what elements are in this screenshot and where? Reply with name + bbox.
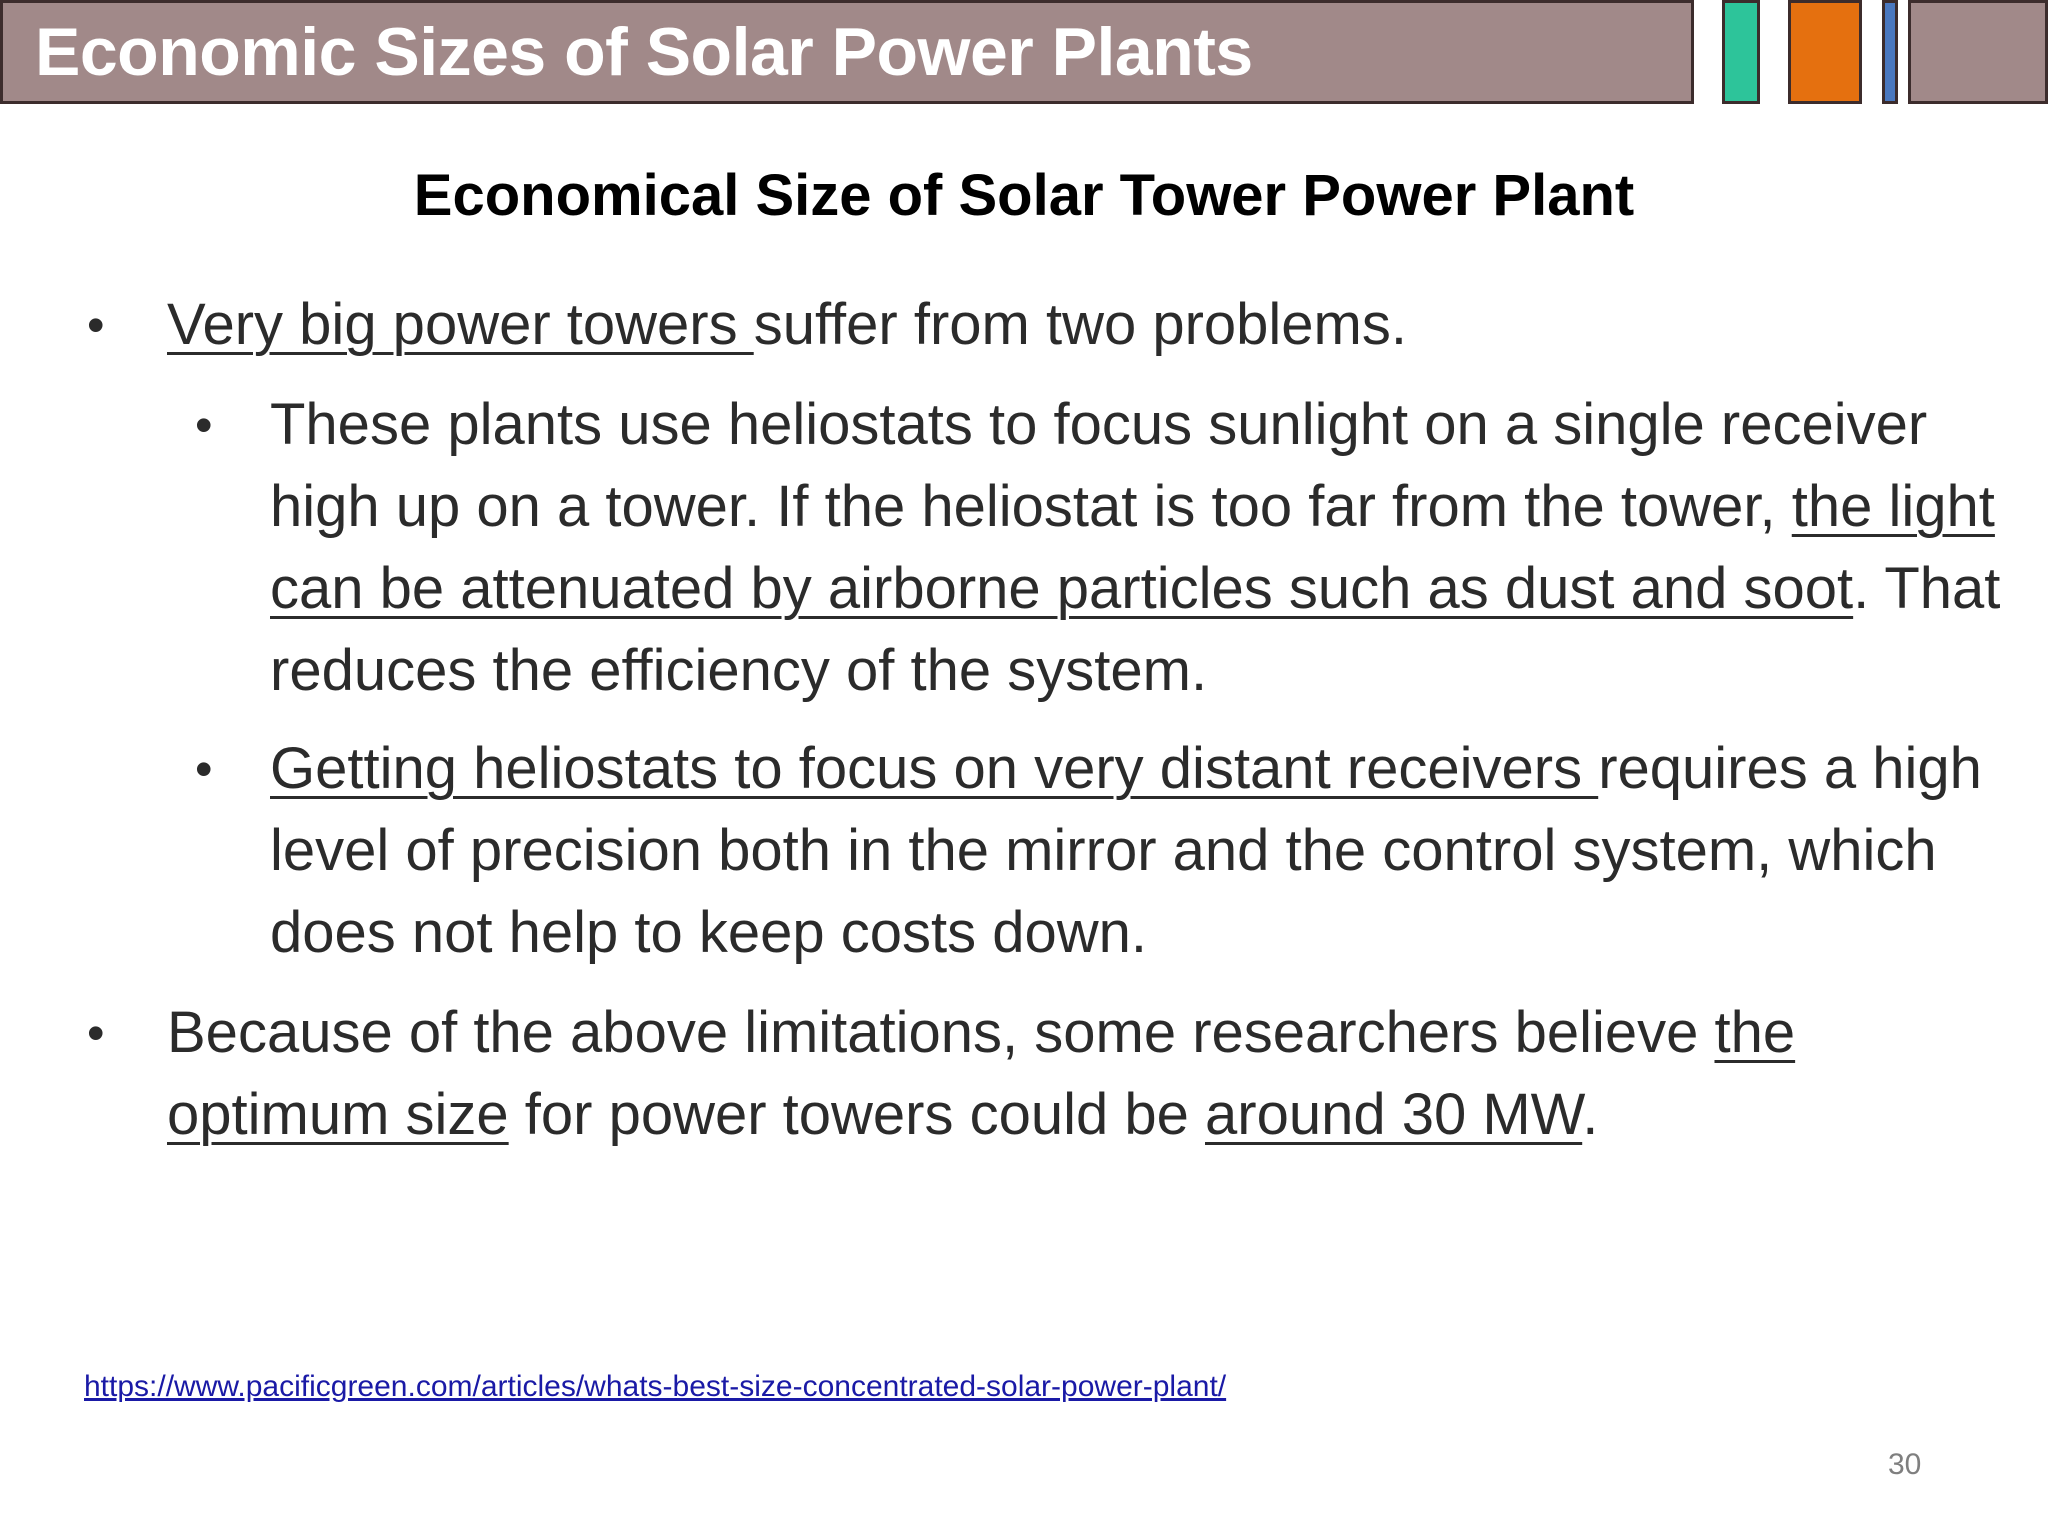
- source-link[interactable]: https://www.pacificgreen.com/articles/whats-best-size-concentrated-solar-power-plant/: [84, 1370, 1227, 1403]
- bullet-dot: •: [195, 397, 213, 453]
- page-number: 30: [1888, 1448, 1922, 1481]
- bullet-1-sub-2: [195, 728, 2010, 974]
- slide-subtitle: Economical Size of Solar Tower Power Plant: [413, 163, 1635, 228]
- decor-orange-block: [1788, 0, 1862, 104]
- decor-blue-block: [1882, 0, 1898, 104]
- bullet-2-text-b: for power towers could be: [508, 1082, 1205, 1147]
- bullet-1-sub-1: [195, 384, 2010, 712]
- bullet-1-underlined: Very big power towers: [167, 292, 754, 357]
- sub-2-text: requires a high level of precision both in the mirror and the control system, which does not help to keep costs down.: [270, 736, 1982, 965]
- sub-1-text-end: . That reduces the efficiency of the system.: [270, 556, 2001, 703]
- bullet-2-text-a: Because of the above limitations, some researchers believe: [167, 1000, 1715, 1065]
- bullet-1-text: suffer from two problems.: [753, 292, 1407, 357]
- bullet-2-underlined-a: the optimum size: [167, 1000, 1796, 1147]
- sub-2-underlined: Getting heliostats to focus on very distant receivers: [270, 736, 1599, 801]
- sub-1-underlined: the light can be attenuated by airborne particles such as dust and soot: [270, 474, 1995, 621]
- bullet-dot: •: [87, 297, 105, 353]
- slide-title: Economic Sizes of Solar Power Plants: [35, 14, 1253, 90]
- bullet-2-underlined-b: around 30 MW: [1205, 1082, 1583, 1147]
- decor-green-block: [1722, 0, 1760, 104]
- decor-right-block: [1908, 0, 2048, 104]
- bullet-2: [87, 992, 1987, 1156]
- bullet-dot: •: [87, 1005, 105, 1061]
- bullet-2-text-c: .: [1582, 1082, 1599, 1147]
- bullet-1: [87, 284, 1987, 366]
- bullet-dot: •: [195, 741, 213, 797]
- sub-1-text-start: These plants use heliostats to focus sunlight on a single receiver high up on a tower. If the heliostat is too far from the tower,: [270, 392, 1928, 539]
- title-bar: [0, 0, 1694, 104]
